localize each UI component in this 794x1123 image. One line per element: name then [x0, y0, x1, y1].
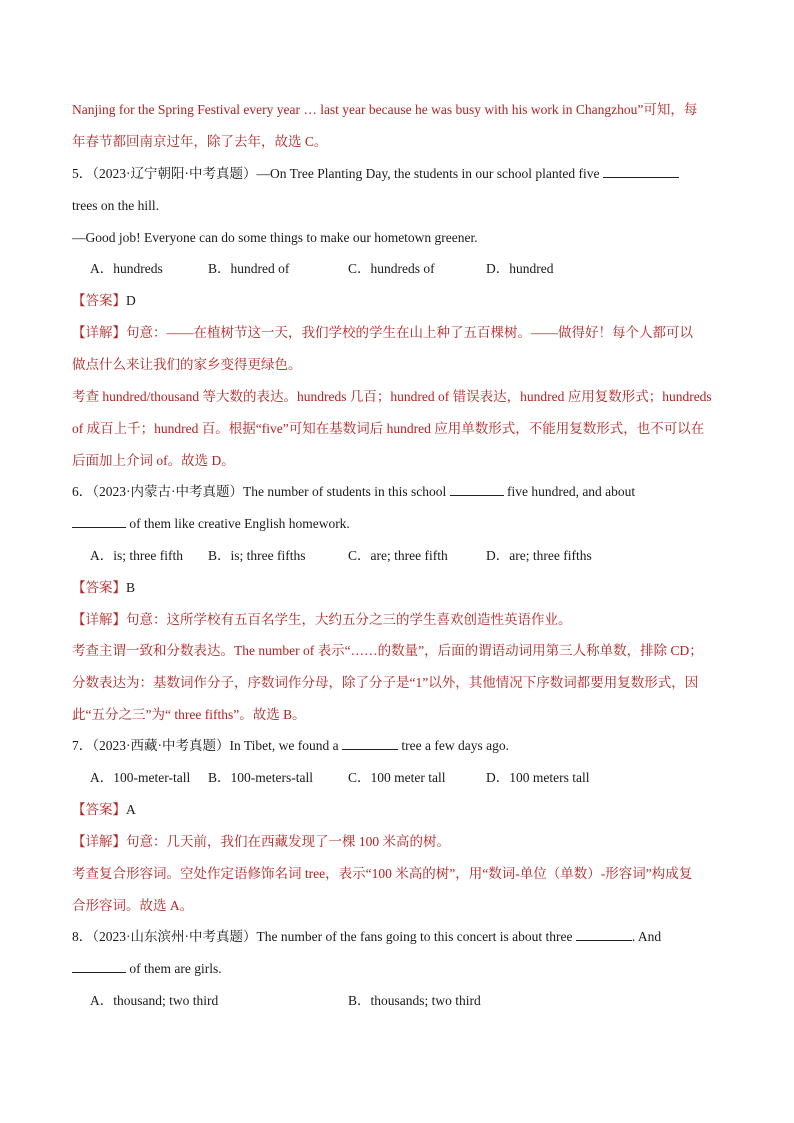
question-5 — [72, 164, 679, 184]
question-8-stem: 8．（2023·山东滨州·中考真题）The number of the fans going to this concert is about three — [72, 929, 573, 944]
question-6-stem-end: of them like creative English homework. — [129, 516, 350, 531]
question-8-line-2 — [72, 959, 222, 979]
question-6-stem: 6．（2023·内蒙古·中考真题）The number of students in this school — [72, 484, 447, 499]
question-7-option-c: C．100 meter tall — [348, 770, 446, 785]
question-8-option-b: B．thousands; two third — [348, 993, 481, 1008]
detail-label: 【详解】 — [72, 325, 126, 340]
question-6 — [72, 482, 635, 502]
detail-text: 句意：这所学校有五百名学生，大约五分之三的学生喜欢创造性英语作业。 — [126, 612, 572, 627]
question-8 — [72, 927, 661, 947]
detail-text: 句意：几天前，我们在西藏发现了一棵 100 米高的树。 — [126, 834, 450, 849]
question-7-answer — [72, 800, 136, 820]
answer-value: A — [126, 802, 136, 817]
question-8-stem-end: of them are girls. — [129, 961, 222, 976]
question-7-option-b: B．100-meters-tall — [208, 770, 313, 785]
answer-label: 【答案】 — [72, 580, 126, 595]
question-5-option-a: A．hundreds — [90, 261, 163, 276]
question-6-blank-1 — [450, 483, 504, 496]
question-7-blank — [342, 737, 398, 750]
question-7-detail-1 — [72, 832, 450, 852]
question-7 — [72, 736, 509, 756]
question-6-stem-cont: five hundred, and about — [506, 484, 636, 499]
question-7-option-a: A．100-meter-tall — [90, 770, 191, 785]
question-8-stem-cont: . And — [631, 929, 662, 944]
question-7-detail-2: 考查复合形容词。空处作定语修饰名词 tree，表示“100 米高的树”，用“数词-单位（单数）-形容词”构成复 — [72, 866, 693, 881]
question-6-detail-1 — [72, 610, 572, 630]
question-5-line-3: —Good job! Everyone can do some things to make our hometown greener. — [72, 230, 478, 245]
intro-line-1: Nanjing for the Spring Festival every year … last year because he was busy with his work in Changzhou”可知，每 — [72, 102, 698, 117]
detail-label: 【详解】 — [72, 834, 126, 849]
question-5-blank — [603, 165, 679, 178]
question-6-blank-2 — [72, 515, 126, 528]
question-6-line-2 — [72, 514, 350, 534]
question-5-option-c: C．hundreds of — [348, 261, 435, 276]
question-6-option-a: A．is; three fifth — [90, 548, 183, 563]
question-6-detail-2: 考查主谓一致和分数表达。The number of 表示“……的数量”，后面的谓语动词用第三人称单数，排除 CD； — [72, 643, 703, 658]
question-7-detail-3: 合形容词。故选 A。 — [72, 898, 194, 913]
detail-text: 句意：——在植树节这一天，我们学校的学生在山上种了五百棵树。——做得好！每个人都可以 — [126, 325, 693, 340]
question-8-option-a: A．thousand; two third — [90, 993, 219, 1008]
question-6-option-b: B．is; three fifths — [208, 548, 306, 563]
question-5-answer — [72, 291, 136, 311]
answer-value: B — [126, 580, 136, 595]
question-5-detail-2: 做点什么来让我们的家乡变得更绿色。 — [72, 357, 302, 372]
question-6-detail-3: 分数表达为：基数词作分子，序数词作分母，除了分子是“1”以外，其他情况下序数词都要用复数形式，因 — [72, 675, 699, 690]
question-5-detail-1 — [72, 323, 693, 343]
answer-label: 【答案】 — [72, 802, 126, 817]
intro-line-2: 年春节都回南京过年，除了去年，故选 C。 — [72, 134, 328, 149]
question-7-stem-cont: tree a few days ago. — [401, 738, 509, 753]
question-5-stem: 5．（2023·辽宁朝阳·中考真题）—On Tree Planting Day, the students in our school planted five — [72, 166, 600, 181]
question-7-option-d: D．100 meters tall — [486, 770, 590, 785]
question-5-detail-4: of 成百上千；hundred 百。根据“five”可知在基数词后 hundred 应用单数形式，不能用复数形式，也不可以在 — [72, 421, 705, 436]
question-8-blank-2 — [72, 960, 126, 973]
question-5-detail-3: 考查 hundred/thousand 等大数的表达。hundreds 几百；hundred of 错误表达，hundred 应用复数形式；hundreds — [72, 389, 712, 404]
question-6-option-c: C．are; three fifth — [348, 548, 448, 563]
question-6-answer — [72, 578, 135, 598]
answer-label: 【答案】 — [72, 293, 126, 308]
question-8-blank-1 — [576, 928, 632, 941]
question-5-option-b: B．hundred of — [208, 261, 290, 276]
question-5-line-2: trees on the hill. — [72, 198, 159, 213]
detail-label: 【详解】 — [72, 612, 126, 627]
question-5-detail-5: 后面加上介词 of。故选 D。 — [72, 453, 235, 468]
question-5-option-d: D．hundred — [486, 261, 554, 276]
question-6-option-d: D．are; three fifths — [486, 548, 592, 563]
answer-value: D — [126, 293, 136, 308]
question-7-stem: 7．（2023·西藏·中考真题）In Tibet, we found a — [72, 738, 339, 753]
question-6-detail-4: 此“五分之三”为“ three fifths”。故选 B。 — [72, 707, 306, 722]
